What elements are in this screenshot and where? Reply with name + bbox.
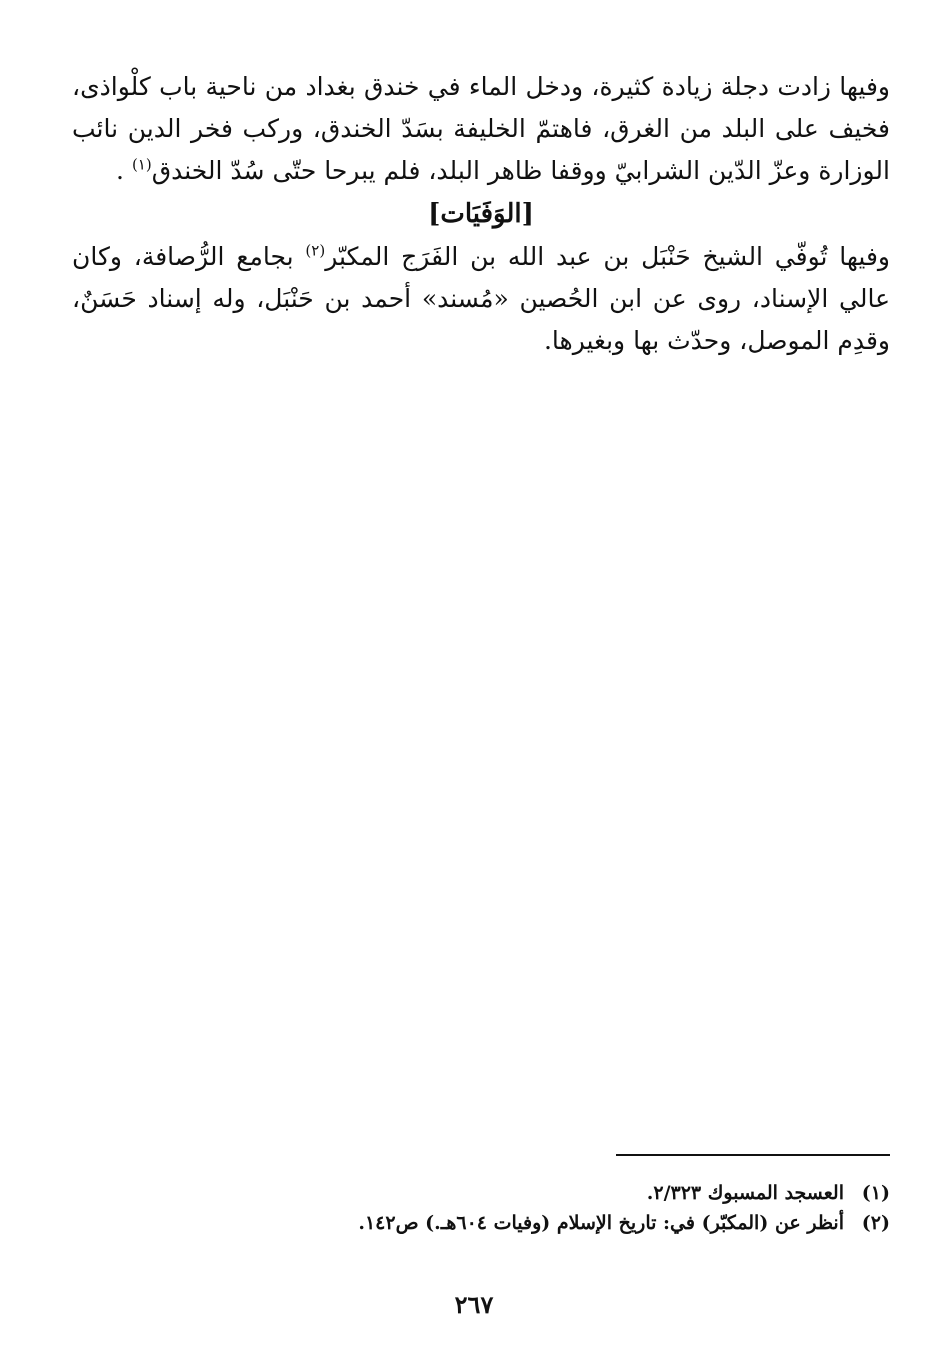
page-number: ٢٦٧ [454, 1290, 494, 1319]
footnote-2 [72, 1208, 890, 1238]
paragraph-flood-end: . [116, 156, 132, 185]
footnote-ref-1: (١) [131, 155, 152, 174]
footnotes [72, 1178, 890, 1238]
paragraph-flood [72, 66, 890, 192]
footnote-1 [72, 1178, 890, 1208]
footnote-divider [616, 1154, 890, 1156]
paragraph-flood-text: وفيها زادت دجلة زيادة كثيرة، ودخل الماء في خندق بغداد من ناحية باب كلْواذى، فخيف على البلد من الغرق، فاهتمّ الخليفة بسَدّ الخندق، وركب فخر الدين نائب الوزارة وعزّ الدّين الشرابيّ ووقفا ظاهر البلد، فلم يبرحا حتّى سُدّ الخندق [72, 72, 890, 185]
paragraph-hanbal-text-1: وفيها تُوفّي الشيخ حَنْبَل بن عبد الله بن الفَرَج المكبّر [325, 242, 890, 271]
footnote-number: (١) [861, 1182, 890, 1204]
paragraph-hanbal-text-2: بجامع الرُّصافة، وكان عالي الإسناد، روى عن ابن الحُصين «مُسند» أحمد بن حَنْبَل، وله إسناد حَسَنٌ، وقدِم الموصل، وحدّث بها وبغيرها. [72, 242, 890, 355]
footnote-ref-2: (٢) [305, 241, 326, 260]
footnote-text: أنظر عن (المكبّر) في: تاريخ الإسلام (وفيات ٦٠٤هـ.) ص١٤٢. [358, 1212, 844, 1234]
paragraph-hanbal [72, 236, 890, 362]
main-text [72, 66, 890, 362]
section-heading-deaths: [الوَفَيَات] [428, 199, 534, 229]
footnote-text: العسجد المسبوك ٢/٣٢٣. [646, 1182, 844, 1204]
footnote-number: (٢) [861, 1212, 890, 1234]
